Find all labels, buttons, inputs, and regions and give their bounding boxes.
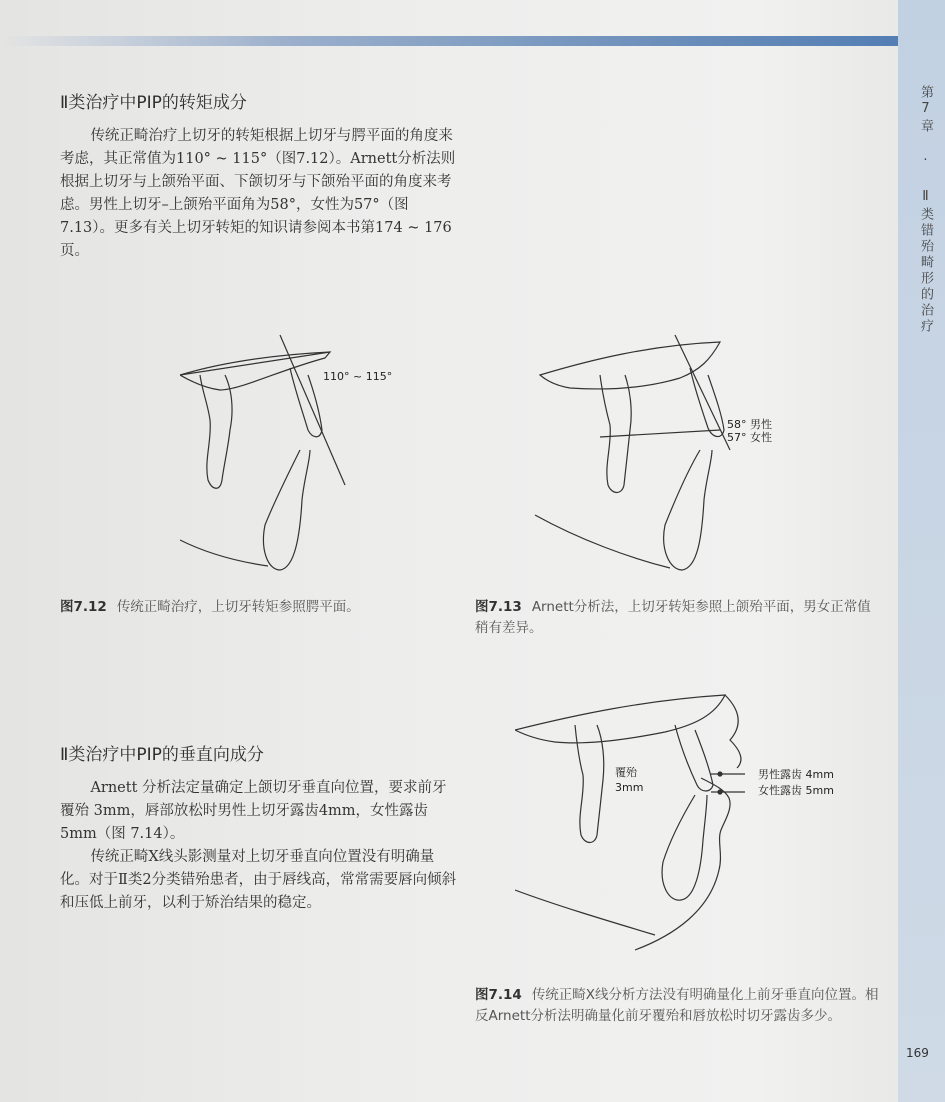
chapter-side-title: 第7章 · Ⅱ类错殆畸形的治疗 <box>918 85 933 335</box>
female-angle-label: 57° 女性 <box>727 431 772 444</box>
male-exposure-label: 男性露齿 4mm <box>758 768 834 781</box>
page-number: 169 <box>906 1046 929 1060</box>
caption-text: 传统正畸治疗，上切牙转矩参照腭平面。 <box>116 599 360 615</box>
caption-7-12 <box>60 597 450 618</box>
angle-label: 110° ~ 115° <box>323 370 393 383</box>
section-paragraph-torque <box>60 125 458 263</box>
section-heading-torque: Ⅱ类治疗中PIP的转矩成分 <box>60 93 247 113</box>
figure-7-13 <box>530 330 800 590</box>
caption-number: 图7.13 <box>475 599 522 615</box>
incisor-palatal-plane-diagram <box>180 330 410 590</box>
header-bar <box>0 36 945 46</box>
caption-text: Arnett分析法，上切牙转矩参照上颌殆平面，男女正常值稍有差异。 <box>475 599 871 636</box>
figure-7-14 <box>515 690 865 970</box>
overbite-label: 覆殆 <box>615 766 637 779</box>
female-exposure-label: 女性露齿 5mm <box>758 784 834 797</box>
caption-text: 传统正畸X线分析方法没有明确量化上前牙垂直向位置。相反Arnett分析法明确量化前牙覆殆和唇放松时切牙露齿多少。 <box>475 987 879 1024</box>
caption-7-14 <box>475 985 880 1027</box>
caption-7-13 <box>475 597 875 639</box>
incisor-occlusal-plane-diagram <box>530 330 800 590</box>
section-heading-vertical: Ⅱ类治疗中PIP的垂直向成分 <box>60 745 264 765</box>
caption-number: 图7.14 <box>475 987 522 1003</box>
paragraph-text: 传统正畸治疗上切牙的转矩根据上切牙与腭平面的角度来考虑，其正常值为110° ~ 115°（图7.12）。Arnett分析法则根据上切牙与上颌殆平面、下颌切牙与下颌殆平面的角度来考虑。男性上切牙–上颌殆平面角为58°，女性为57°（图7.13）。更多有关上切牙转矩的知识请参阅本书第174 ~ 176页。 <box>60 128 456 259</box>
paragraph-text-1: Arnett 分析法定量确定上颌切牙垂直向位置，要求前牙覆殆 3mm，唇部放松时男性上切牙露齿4mm，女性露齿 5mm（图 7.14）。 <box>60 780 447 842</box>
section-paragraph-vertical <box>60 777 458 915</box>
male-angle-label: 58° 男性 <box>727 418 772 431</box>
figure-7-12 <box>180 330 410 590</box>
incisor-vertical-position-diagram <box>515 690 865 970</box>
caption-number: 图7.12 <box>60 599 107 615</box>
overbite-value-label: 3mm <box>615 781 644 794</box>
paragraph-text-2: 传统正畸X线头影测量对上切牙垂直向位置没有明确量化。对于Ⅱ类2分类错殆患者，由于唇线高，常常需要唇向倾斜和压低上前牙，以利于矫治结果的稳定。 <box>60 849 457 911</box>
